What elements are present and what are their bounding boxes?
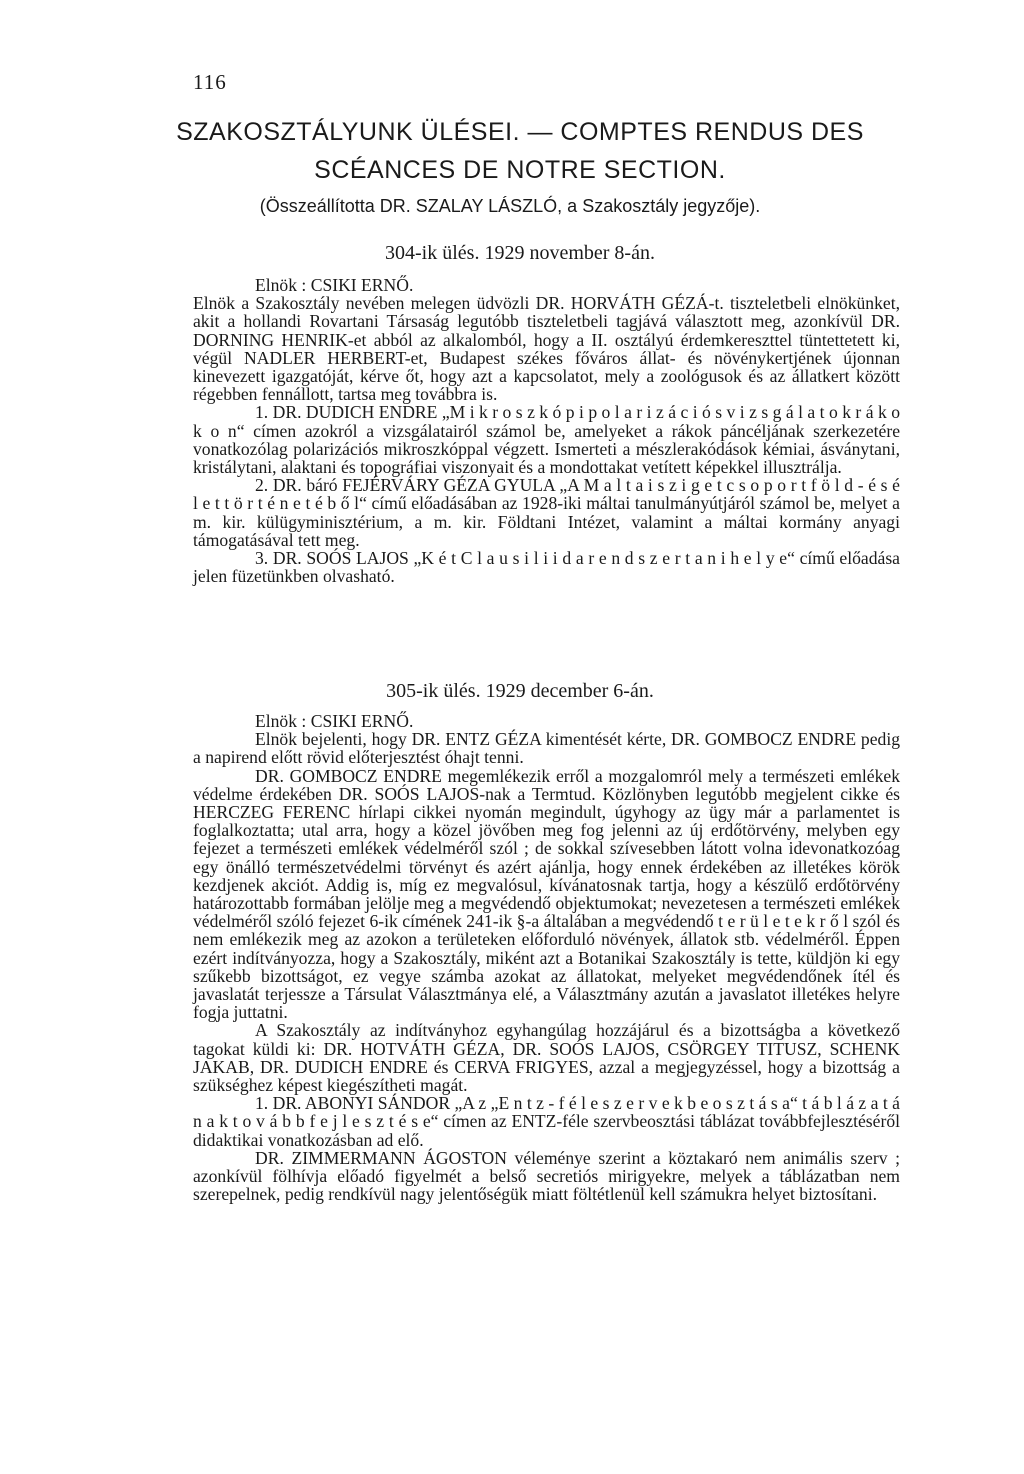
meeting-305-talk-1: 1. DR. ABONYI SÁNDOR „A z „E n t z - f é l e s z e r v e k b e o s z t á s a“ t á b l á z a t á n a k t o v á b b f e j l e s z t é s e“ címen az ENTZ-féle szervbeosztási táblázat továbbfejlesztéséről didaktikai vonatkozásban ad elő. (193, 1093, 900, 1150)
meeting-304-talk-2: 2. DR. báró FEJÉRVÁRY GÉZA GYULA „A M a l t a i s z i g e t c s o p o r t f ö l d - é s é l e t t ö r t é n e t é b ő l“ című előadásában az 1928-iki máltai tanulmányútjáról számol be, melyet a m. kir. külügyminisztérium, a m. kir. Földtani Intézet, valamint a máltai kormány anyagi támogatásával tett meg. (193, 475, 900, 550)
meeting-304-chair: Elnök : CSIKI ERNŐ. (255, 275, 414, 295)
meeting-305-heading: 305-ik ülés. 1929 december 6-án. (386, 680, 654, 702)
page-number: 116 (193, 70, 227, 94)
compiled-by-note: (Összeállította DR. SZALAY LÁSZLÓ, a Szakosztály jegyzője). (259, 196, 761, 216)
meeting-304-talk-3: 3. DR. SOÓS LAJOS „K é t C l a u s i l i i d a r e n d s z e r t a n i h e l y e“ című előadása jelen füzetünkben olvasható. (193, 548, 900, 587)
meeting-304-body (193, 276, 900, 585)
meeting-304-talk-1: 1. DR. DUDICH ENDRE „M i k r o s z k ó p i p o l a r i z á c i ó s v i z s g á l a t o k r á k o k o n“ címen azokról a vizsgálatairól számol be, amelyeket a rákok páncéljának szerkezetére vonatkozólag polarizációs mikroszkóppal végzett. Ismerteti a mészlerakódások kémiai, ásványtani, kristálytani, alaktani és topográfiai viszonyait és a mondottakat vetített képekkel illusztrálja. (193, 402, 900, 478)
meeting-305-gombocz-proposal: DR. GOMBOCZ ENDRE megemlékezik erről a mozgalomról mely a természeti emlékek védelme érdekében DR. SOÓS LAJOS-nak a Termtud. Közlönyben legutóbb megjelent cikke és HERCZEG FERENC hírlapi cikkei nyomán megindult, úgyhogy az ügy már a parlamentet is foglalkoztatta; utal arra, hogy a közel jövőben meg fog jelenni az új erdőtörvény, melyben egy fejezet a természeti emlékek védelméről szól ; de sokkal szívesebben látott volna idevonatkozóag egy önálló természetvédelmi törvényt és azért ajánlja, hogy ennek érdekében az illetékes körök kezdjenek akciót. Addig is, míg ez megvalósul, kívánatosnak tartja, hogy a készülő erdőtörvény határozottabb formában jelölje meg a megvédendő objektumokat; nevezetesen a természeti emlékek védelméről szóló fejezet 6-ik címének 241-ik §-a általában a megvédendő t e r ü l e t e k r ő l szól és nem emlékezik meg az azokon a területeken előforduló növények, állatok stb. védelméről. Éppen ezért indítványozza, hogy a Szakosztály, miként azt a Botanikai Szakosztály is tette, küldjön ki egy szűkebb bizottságot, ez vegye számba azokat az állatokat, melyeket megvédendőnek ítél és javaslatát terjessze a Társulat Választmánya elé, a Választmány azután a javaslatot illetékes helyre fogja juttatni. (193, 765, 900, 1023)
meeting-304-greeting: Elnök a Szakosztály nevében melegen üdvözli DR. HORVÁTH GÉZÁ-t. tiszteletbeli elnökünket, akit a hollandi Rovartani Társaság legutóbb tiszteletbeli tagjává választott meg, azonkívül DR. DORNING HENRIK-et abból az alkalomból, hogy a II. osztályú érdemkereszttel tüntettetett ki, végül NADLER HERBERT-et, Budapest székes főváros állat- és növénykertjének újonnan kinevezett igazgatóját, kérve őt, hogy azt a kapcsolatot, mely a zoológusok és az állatkert között régebben fennállott, tartsa meg továbbra is. (193, 293, 900, 405)
meeting-305-announcement: Elnök bejelenti, hogy DR. ENTZ GÉZA kimentését kérte, DR. GOMBOCZ ENDRE pedig a napirend előtt rövid előterjesztést óhajt tenni. (193, 729, 900, 768)
meeting-305-zimmermann-comment: DR. ZIMMERMANN ÁGOSTON véleménye szerint a köztakaró nem animális szerv ; azonkívül fölhívja előadó figyelmét a belső secretiós mirigyekre, melyek a táblázatban nem szerepelnek, pedig rendkívül nagy jelentőségük miatt föltétlenül kell számukra helyet biztosítani. (193, 1147, 900, 1205)
page-title-line-2: SCÉANCES DE NOTRE SECTION. (314, 156, 726, 184)
meeting-305-committee: A Szakosztály az indítványhoz egyhangúlag hozzájárul és a bizottságba a következő tagokat küldi ki: DR. HOTVÁTH GÉZA, DR. SOÓS LAJOS, CSÖRGEY TITUSZ, SCHENK JAKAB, DR. DUDICH ENDRE és CERVA FRIGYES, azzal a megjegyzéssel, hogy a bizottság a szükséghez képest kiegészítheti magát. (193, 1020, 900, 1096)
page-title-line-1: SZAKOSZTÁLYUNK ÜLÉSEI. — COMPTES RENDUS DES (176, 118, 864, 146)
meeting-305-chair: Elnök : CSIKI ERNŐ. (255, 711, 414, 731)
meeting-304-heading: 304-ik ülés. 1929 november 8-án. (385, 242, 655, 264)
meeting-305-body (193, 712, 900, 1203)
